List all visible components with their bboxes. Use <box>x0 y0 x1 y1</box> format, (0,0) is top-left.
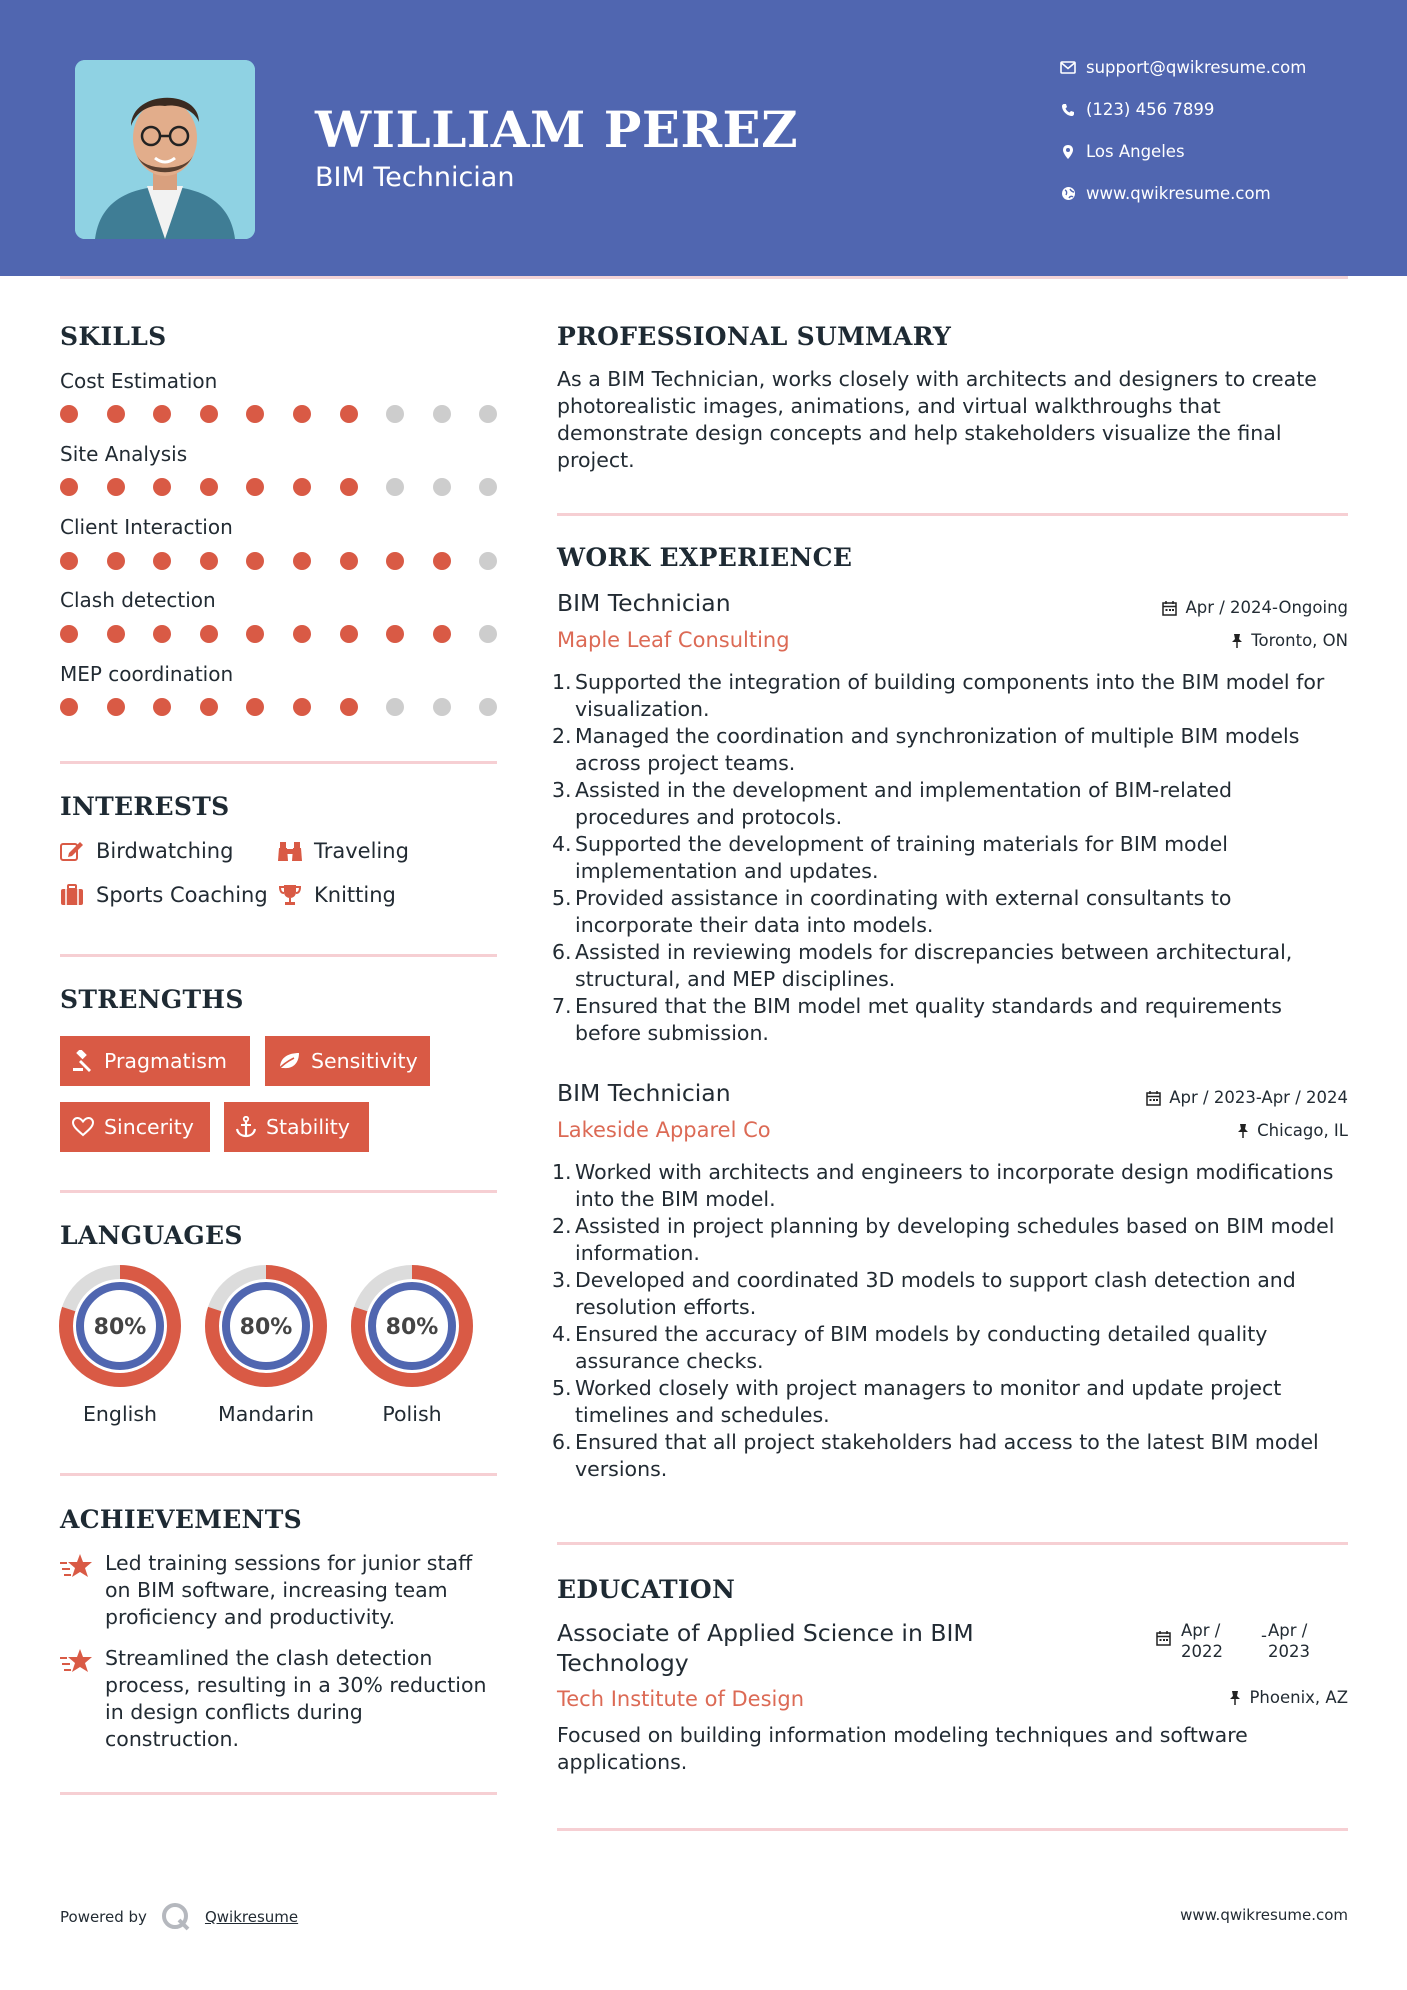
section-divider <box>557 1828 1348 1831</box>
skill-dot-filled <box>340 478 358 496</box>
skill-dot-filled <box>246 405 264 423</box>
list-item: 5. Provided assistance in coordinating with external consultants to incorporate their data into models. <box>552 886 1232 937</box>
skill-dot-empty <box>479 698 497 716</box>
skill-rating <box>60 478 500 498</box>
interest-item: Birdwatching <box>60 839 233 863</box>
list-item: 6. Ensured that all project stakeholders had access to the latest BIM model versions. <box>552 1430 1319 1481</box>
list-item: 2. Managed the coordination and synchronization of multiple BIM models across project teams. <box>552 724 1300 775</box>
skill-dot-filled <box>386 625 404 643</box>
skill-dot-filled <box>200 552 218 570</box>
globe-icon <box>1050 186 1086 201</box>
skill-dot-filled <box>293 405 311 423</box>
interest-item: Knitting <box>278 883 396 907</box>
skill-dot-filled <box>107 698 125 716</box>
skill-dot-empty <box>433 698 451 716</box>
skill-dot-filled <box>200 698 218 716</box>
list-item: 7. Ensured that the BIM model met quality standards and requirements before submission. <box>552 994 1282 1045</box>
skill-dot-filled <box>60 552 78 570</box>
profile-photo <box>75 60 255 239</box>
gavel-icon <box>72 1050 94 1072</box>
skill-dot-empty <box>479 552 497 570</box>
skill-dot-filled <box>107 625 125 643</box>
job-responsibilities <box>552 1159 1352 1483</box>
header-divider <box>60 276 1348 279</box>
skill-dot-filled <box>293 625 311 643</box>
skill-dot-filled <box>153 698 171 716</box>
skills-heading: SKILLS <box>60 322 167 351</box>
qwikresume-logo-icon <box>161 1902 191 1932</box>
heart-icon <box>72 1117 94 1137</box>
skill-rating <box>60 552 500 572</box>
section-divider <box>557 513 1348 516</box>
skill-dot-filled <box>293 698 311 716</box>
skill-dot-filled <box>293 478 311 496</box>
school-location: Phoenix, AZ <box>1229 1688 1348 1707</box>
skill-dot-filled <box>433 552 451 570</box>
skill-dot-filled <box>200 478 218 496</box>
skill-dot-empty <box>433 405 451 423</box>
list-item: 2. Assisted in project planning by developing schedules based on BIM model information. <box>552 1214 1335 1265</box>
skill-dot-filled <box>246 478 264 496</box>
section-divider <box>60 1473 497 1476</box>
contact-website[interactable]: www.qwikresume.com <box>1050 184 1380 203</box>
star-badge-icon <box>60 1552 94 1584</box>
list-item: 6. Assisted in reviewing models for discrepancies between architectural, structural, and MEP disciplines. <box>552 940 1293 991</box>
strength-tag: Pragmatism <box>60 1036 250 1086</box>
language-name: English <box>82 1402 158 1426</box>
skill-name: Clash detection <box>60 588 216 612</box>
skill-dot-filled <box>153 625 171 643</box>
skill-dot-empty <box>479 625 497 643</box>
job-title: BIM Technician <box>557 589 731 617</box>
skill-rating <box>60 698 500 718</box>
section-divider <box>60 954 497 957</box>
contact-phone[interactable]: (123) 456 7899 <box>1050 100 1380 119</box>
skill-dot-filled <box>60 625 78 643</box>
education-heading: EDUCATION <box>557 1575 736 1604</box>
education-end-date: Apr / 2023 <box>1268 1621 1310 1661</box>
calendar-icon <box>1156 1630 1171 1650</box>
pushpin-icon <box>1237 1123 1249 1139</box>
achievements-heading: ACHIEVEMENTS <box>60 1505 302 1534</box>
skill-rating <box>60 405 500 425</box>
skill-dot-filled <box>293 552 311 570</box>
job-location: Chicago, IL <box>1237 1121 1348 1140</box>
skill-dot-filled <box>340 405 358 423</box>
degree-title: Associate of Applied Science in BIM <box>557 1619 974 1647</box>
pushpin-icon <box>1229 1690 1241 1706</box>
job-date: Apr / 2024-Ongoing <box>1162 598 1348 617</box>
skill-name: Cost Estimation <box>60 369 218 393</box>
skill-dot-filled <box>200 405 218 423</box>
star-badge-icon <box>60 1647 94 1679</box>
strength-tag: Sincerity <box>60 1102 210 1152</box>
skill-dot-filled <box>340 552 358 570</box>
envelope-icon <box>1050 61 1086 74</box>
section-divider <box>557 1542 1348 1545</box>
pushpin-icon <box>1231 633 1243 649</box>
skill-dot-filled <box>246 625 264 643</box>
job-location: Toronto, ON <box>1231 631 1348 650</box>
skill-name: Site Analysis <box>60 442 188 466</box>
skill-dot-filled <box>153 405 171 423</box>
skill-dot-filled <box>153 478 171 496</box>
map-pin-icon <box>1050 144 1086 160</box>
education-description: Focused on building information modeling techniques and software applications. <box>557 1723 1248 1774</box>
skill-dot-filled <box>200 625 218 643</box>
experience-heading: WORK EXPERIENCE <box>557 543 853 572</box>
skill-rating <box>60 625 500 645</box>
language-donut <box>204 1264 328 1388</box>
candidate-name: WILLIAM PEREZ <box>315 100 799 159</box>
list-item: 3. Developed and coordinated 3D models to support clash detection and resolution efforts. <box>552 1268 1296 1319</box>
summary-text: As a BIM Technician, works closely with architects and designers to create photorealistic images, animations, and virtual walkthroughs that demonstrate design concepts and help stakeholders visualize the final project. <box>557 367 1317 472</box>
date-separator: - <box>1261 1626 1267 1645</box>
list-item: 1. Worked with architects and engineers to incorporate design modifications into the BIM model. <box>552 1160 1334 1211</box>
skill-dot-empty <box>479 478 497 496</box>
job-responsibilities <box>552 669 1352 1047</box>
language-donut <box>350 1264 474 1388</box>
summary-heading: PROFESSIONAL SUMMARY <box>557 322 952 351</box>
skill-dot-empty <box>386 698 404 716</box>
calendar-icon <box>1146 1090 1161 1106</box>
skill-dot-filled <box>107 405 125 423</box>
donut-label: 80% <box>385 1315 439 1340</box>
skill-dot-filled <box>153 552 171 570</box>
footer-powered-by: Powered by Qwikresume <box>60 1902 298 1932</box>
skill-dot-filled <box>246 698 264 716</box>
contact-location: Los Angeles <box>1050 142 1380 161</box>
section-divider <box>60 1190 497 1193</box>
languages-heading: LANGUAGES <box>60 1221 243 1250</box>
company-name: Maple Leaf Consulting <box>557 628 790 652</box>
interest-item: Sports Coaching <box>60 883 268 907</box>
skill-dot-filled <box>246 552 264 570</box>
skill-dot-empty <box>479 405 497 423</box>
education-start-date: Apr / 2022 <box>1181 1621 1223 1661</box>
skill-dot-filled <box>60 405 78 423</box>
calendar-icon <box>1162 600 1177 616</box>
interests-heading: INTERESTS <box>60 792 230 821</box>
list-item: 4. Ensured the accuracy of BIM models by conducting detailed quality assurance checks. <box>552 1322 1268 1373</box>
skill-dot-filled <box>340 698 358 716</box>
job-date: Apr / 2023-Apr / 2024 <box>1146 1088 1348 1107</box>
language-name: Polish <box>382 1402 442 1426</box>
language-donut <box>58 1264 182 1388</box>
skill-dot-filled <box>386 552 404 570</box>
skill-name: MEP coordination <box>60 662 234 686</box>
strength-tag: Stability <box>224 1102 369 1152</box>
donut-label: 80% <box>93 1315 147 1340</box>
skill-dot-empty <box>386 405 404 423</box>
list-item: 1. Supported the integration of building components into the BIM model for visualization. <box>552 670 1325 721</box>
candidate-title: BIM Technician <box>315 162 515 193</box>
job-title: BIM Technician <box>557 1079 731 1107</box>
strength-tag: Sensitivity <box>265 1036 430 1086</box>
company-name: Lakeside Apparel Co <box>557 1118 771 1142</box>
strengths-heading: STRENGTHS <box>60 985 244 1014</box>
achievement-item: Led training sessions for junior staff on BIM software, increasing team proficiency and productivity. <box>60 1550 500 1660</box>
skill-dot-filled <box>60 698 78 716</box>
leaf-icon <box>277 1051 301 1071</box>
phone-icon <box>1050 103 1086 117</box>
list-item: 3. Assisted in the development and implementation of BIM-related procedures and protocols. <box>552 778 1233 829</box>
trophy-icon <box>278 884 314 906</box>
degree-title: Technology <box>557 1649 689 1677</box>
qwikresume-link[interactable]: Qwikresume <box>204 1908 299 1926</box>
section-divider <box>60 1792 497 1795</box>
section-divider <box>60 761 497 764</box>
edit-icon <box>60 840 96 862</box>
skill-dot-filled <box>107 478 125 496</box>
achievement-item: Streamlined the clash detection process, resulting in a 30% reduction in design conflicts during construction. <box>60 1645 500 1775</box>
briefcase-icon <box>60 884 96 906</box>
skill-name: Client Interaction <box>60 515 233 539</box>
skill-dot-filled <box>340 625 358 643</box>
footer-website[interactable]: www.qwikresume.com <box>1180 1906 1348 1924</box>
skill-dot-empty <box>433 478 451 496</box>
contact-email[interactable]: support@qwikresume.com <box>1050 58 1380 77</box>
language-name: Mandarin <box>218 1402 314 1426</box>
list-item: 5. Worked closely with project managers to monitor and update project timelines and schedules. <box>552 1376 1282 1427</box>
list-item: 4. Supported the development of training materials for BIM model implementation and updates. <box>552 832 1228 883</box>
school-name: Tech Institute of Design <box>557 1687 805 1711</box>
skill-dot-filled <box>433 625 451 643</box>
header-banner <box>0 0 1407 276</box>
interest-item: Traveling <box>278 839 409 863</box>
skill-dot-empty <box>386 478 404 496</box>
binoculars-icon <box>278 840 314 862</box>
donut-label: 80% <box>239 1315 293 1340</box>
skill-dot-filled <box>60 478 78 496</box>
anchor-icon <box>236 1116 256 1138</box>
skill-dot-filled <box>107 552 125 570</box>
